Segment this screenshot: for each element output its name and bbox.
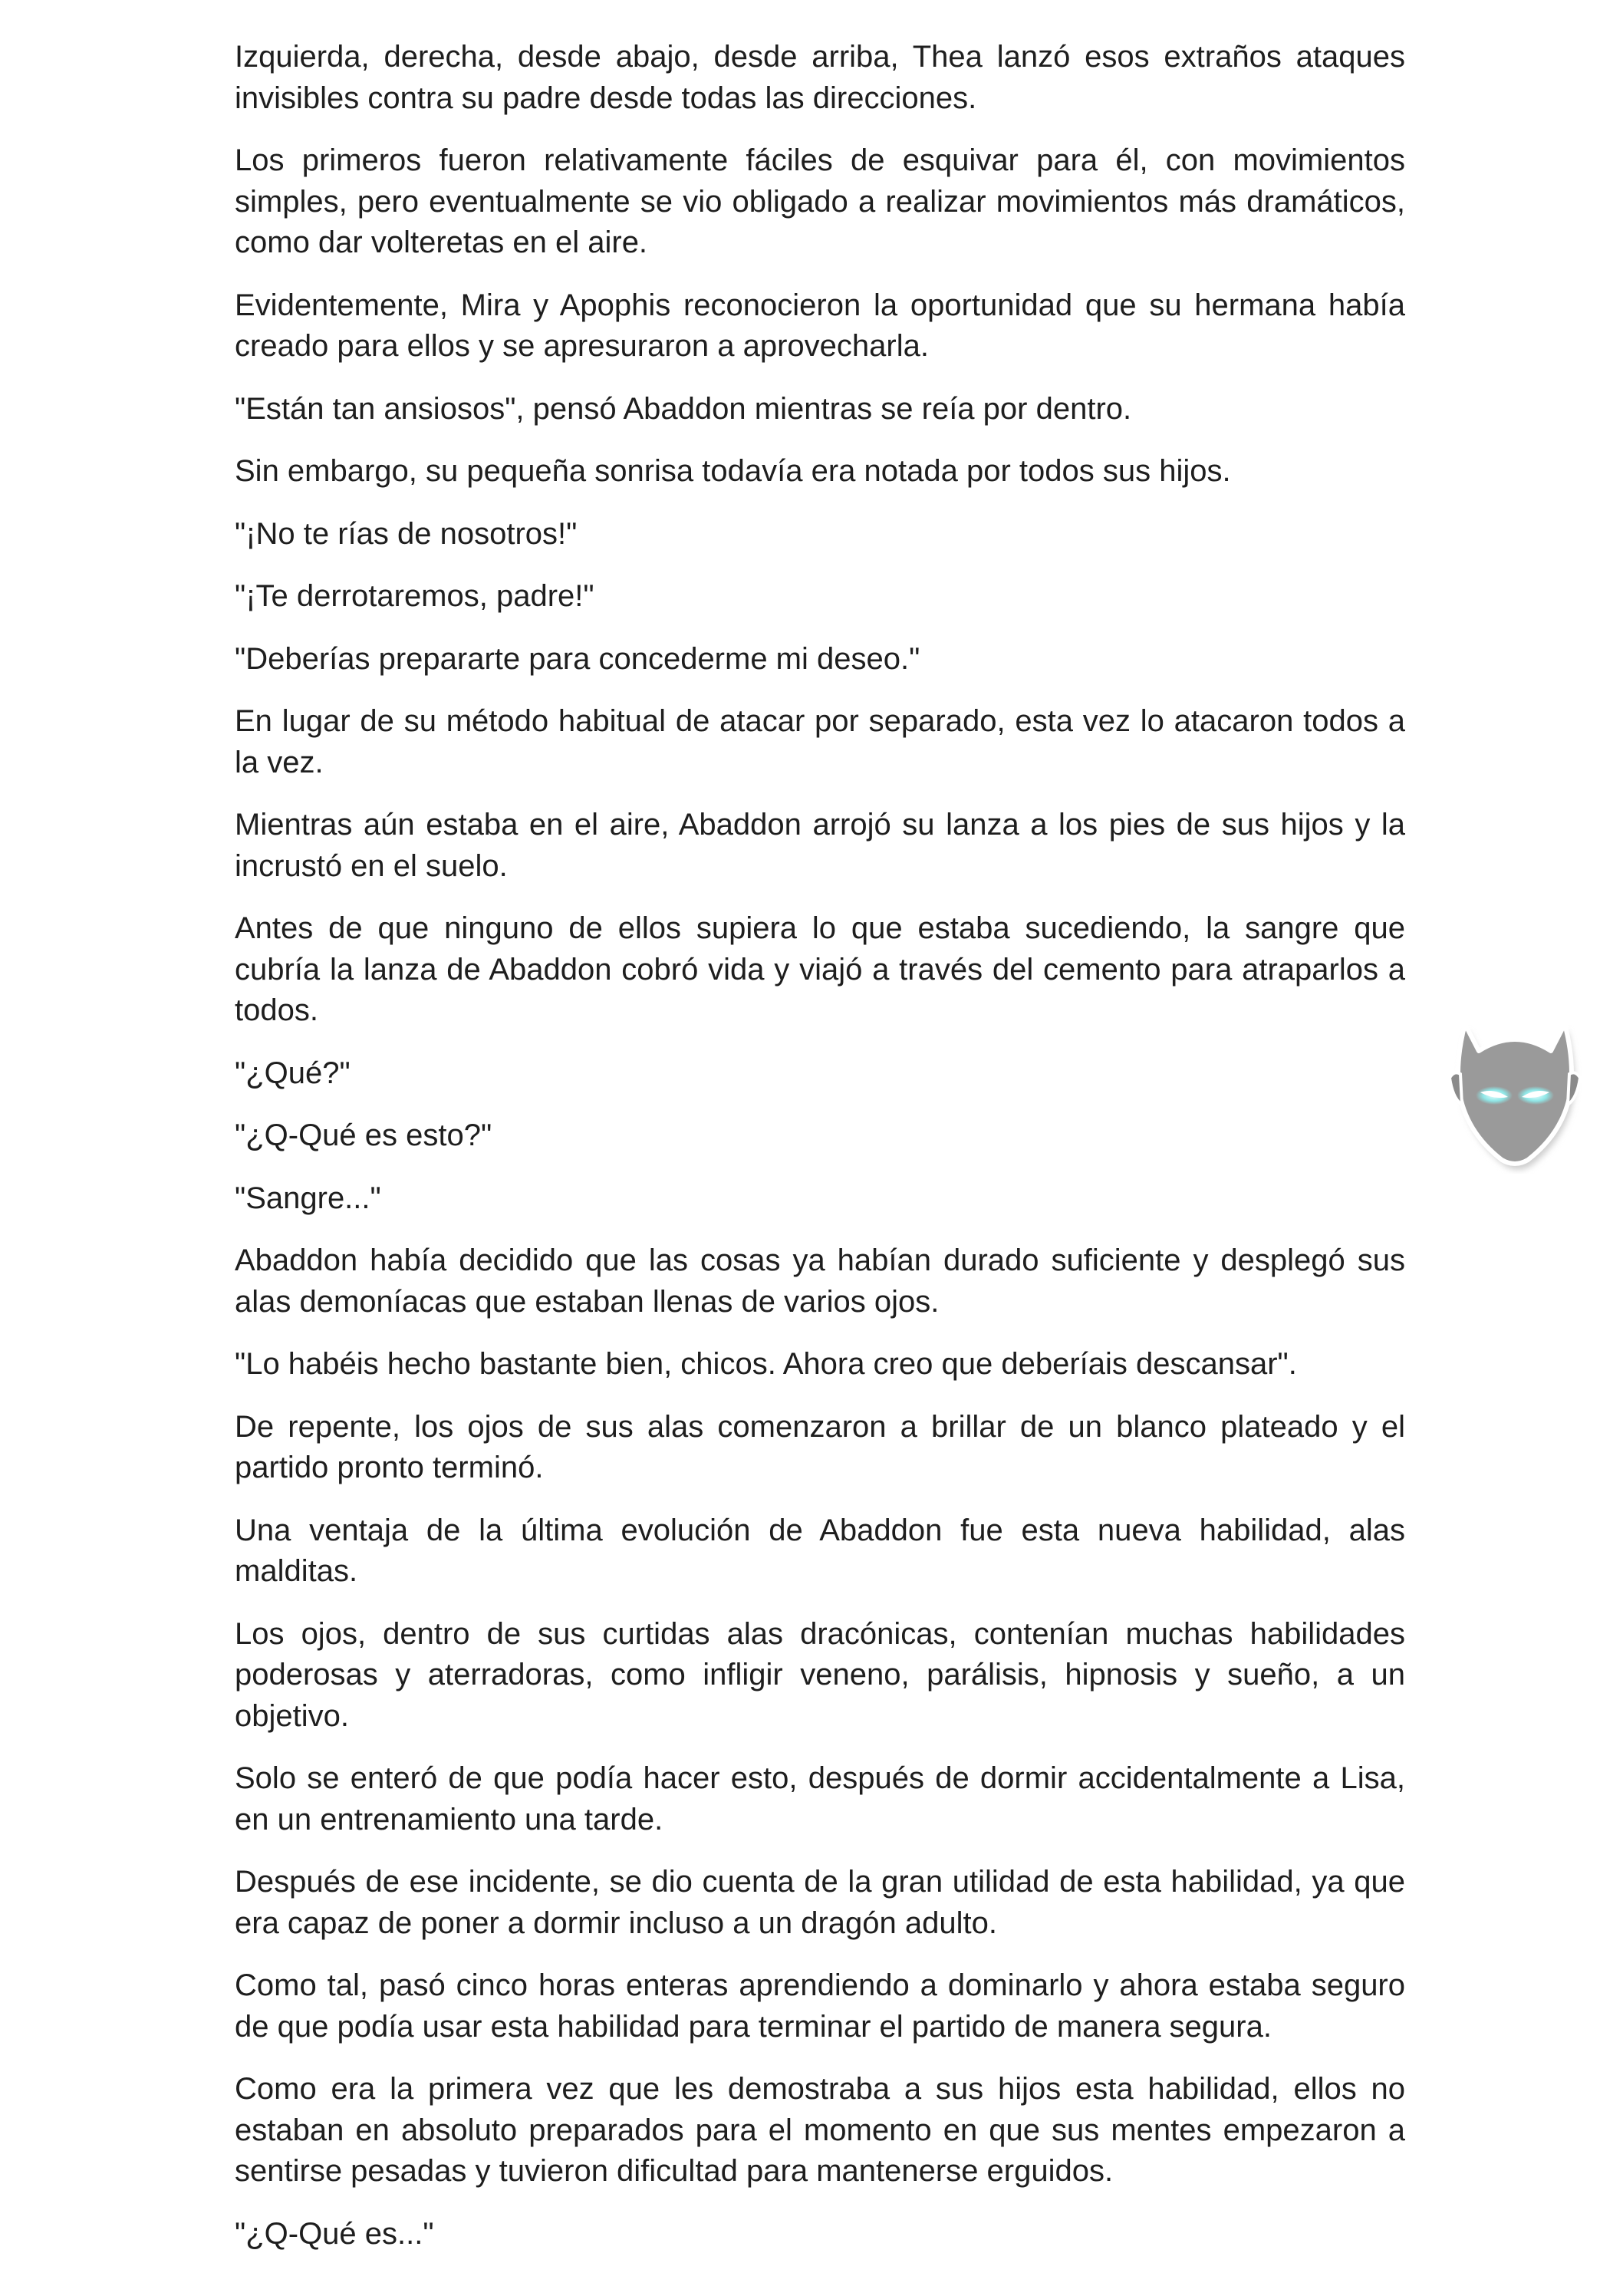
paragraph: "¡Te derrotaremos, padre!" [235, 579, 594, 613]
paragraph: "¿Qué?" [235, 1056, 351, 1090]
paragraph: Mientras aún estaba en el aire, Abaddon arrojó su lanza a los pies de sus hijos y la incrustó en el suelo. [235, 808, 1405, 883]
paragraph: Izquierda, derecha, desde abajo, desde arriba, Thea lanzó esos extraños ataques invisibles contra su padre desde todas las direcciones. [235, 40, 1405, 115]
paragraph: Evidentemente, Mira y Apophis reconocieron la oportunidad que su hermana había creado para ellos y se apresuraron a aprovecharla. [235, 288, 1405, 363]
paragraph: "Lo habéis hecho bastante bien, chicos. Ahora creo que deberíais descansar". [235, 1347, 1297, 1381]
paragraph: Los primeros fueron relativamente fáciles de esquivar para él, con movimientos simples, pero eventualmente se vio obligado a realizar movimientos más dramáticos, como dar volteretas en el aire. [235, 143, 1405, 259]
paragraph: De repente, los ojos de sus alas comenzaron a brillar de un blanco plateado y el partido pronto terminó. [235, 1409, 1405, 1484]
paragraph: "Están tan ansiosos", pensó Abaddon mientras se reía por dentro. [235, 391, 1132, 426]
paragraph: "¡No te rías de nosotros!" [235, 516, 578, 551]
demon-head-icon [1442, 997, 1588, 1174]
paragraph: Abaddon había decidido que las cosas ya habían durado suficiente y desplegó sus alas demoníacas que estaban llenas de varios ojos. [235, 1244, 1405, 1319]
paragraph: Sin embargo, su pequeña sonrisa todavía era notada por todos sus hijos. [235, 454, 1231, 488]
paragraph: "¿Q-Qué es..." [235, 2216, 434, 2251]
paragraph: Solo se enteró de que podía hacer esto, después de dormir accidentalmente a Lisa, en un entrenamiento una tarde. [235, 1761, 1405, 1836]
paragraph: Una ventaja de la última evolución de Abaddon fue esta nueva habilidad, alas malditas. [235, 1513, 1405, 1588]
paragraph: Después de ese incidente, se dio cuenta de la gran utilidad de esta habilidad, ya que era capaz de poner a dormir incluso a un dragón adulto. [235, 1865, 1405, 1940]
paragraph: Antes de que ninguno de ellos supiera lo que estaba sucediendo, la sangre que cubría la lanza de Abaddon cobró vida y viajó a través del cemento para atraparlos a todos. [235, 911, 1405, 1027]
paragraph: "¿Q-Qué es esto?" [235, 1118, 492, 1152]
paragraph: "Deberías prepararte para concederme mi deseo." [235, 641, 920, 676]
paragraph: Como tal, pasó cinco horas enteras aprendiendo a dominarlo y ahora estaba seguro de que podía usar esta habilidad para terminar el partido de manera segura. [235, 1968, 1405, 2044]
paragraph: Los ojos, dentro de sus curtidas alas dracónicas, contenían muchas habilidades poderosas y aterradoras, como infligir veneno, parálisis, hipnosis y sueño, a un objetivo. [235, 1616, 1405, 1733]
paragraph: En lugar de su método habitual de atacar por separado, esta vez lo atacaron todos a la vez. [235, 704, 1405, 779]
paragraph: Como era la primera vez que les demostraba a sus hijos esta habilidad, ellos no estaban en absoluto preparados para el momento en que sus mentes empezaron a sentirse pesadas y tuvieron dificultad para mantenerse erguidos. [235, 2072, 1405, 2188]
paragraph: "Sangre..." [235, 1181, 381, 1215]
text-column [235, 37, 1405, 2276]
